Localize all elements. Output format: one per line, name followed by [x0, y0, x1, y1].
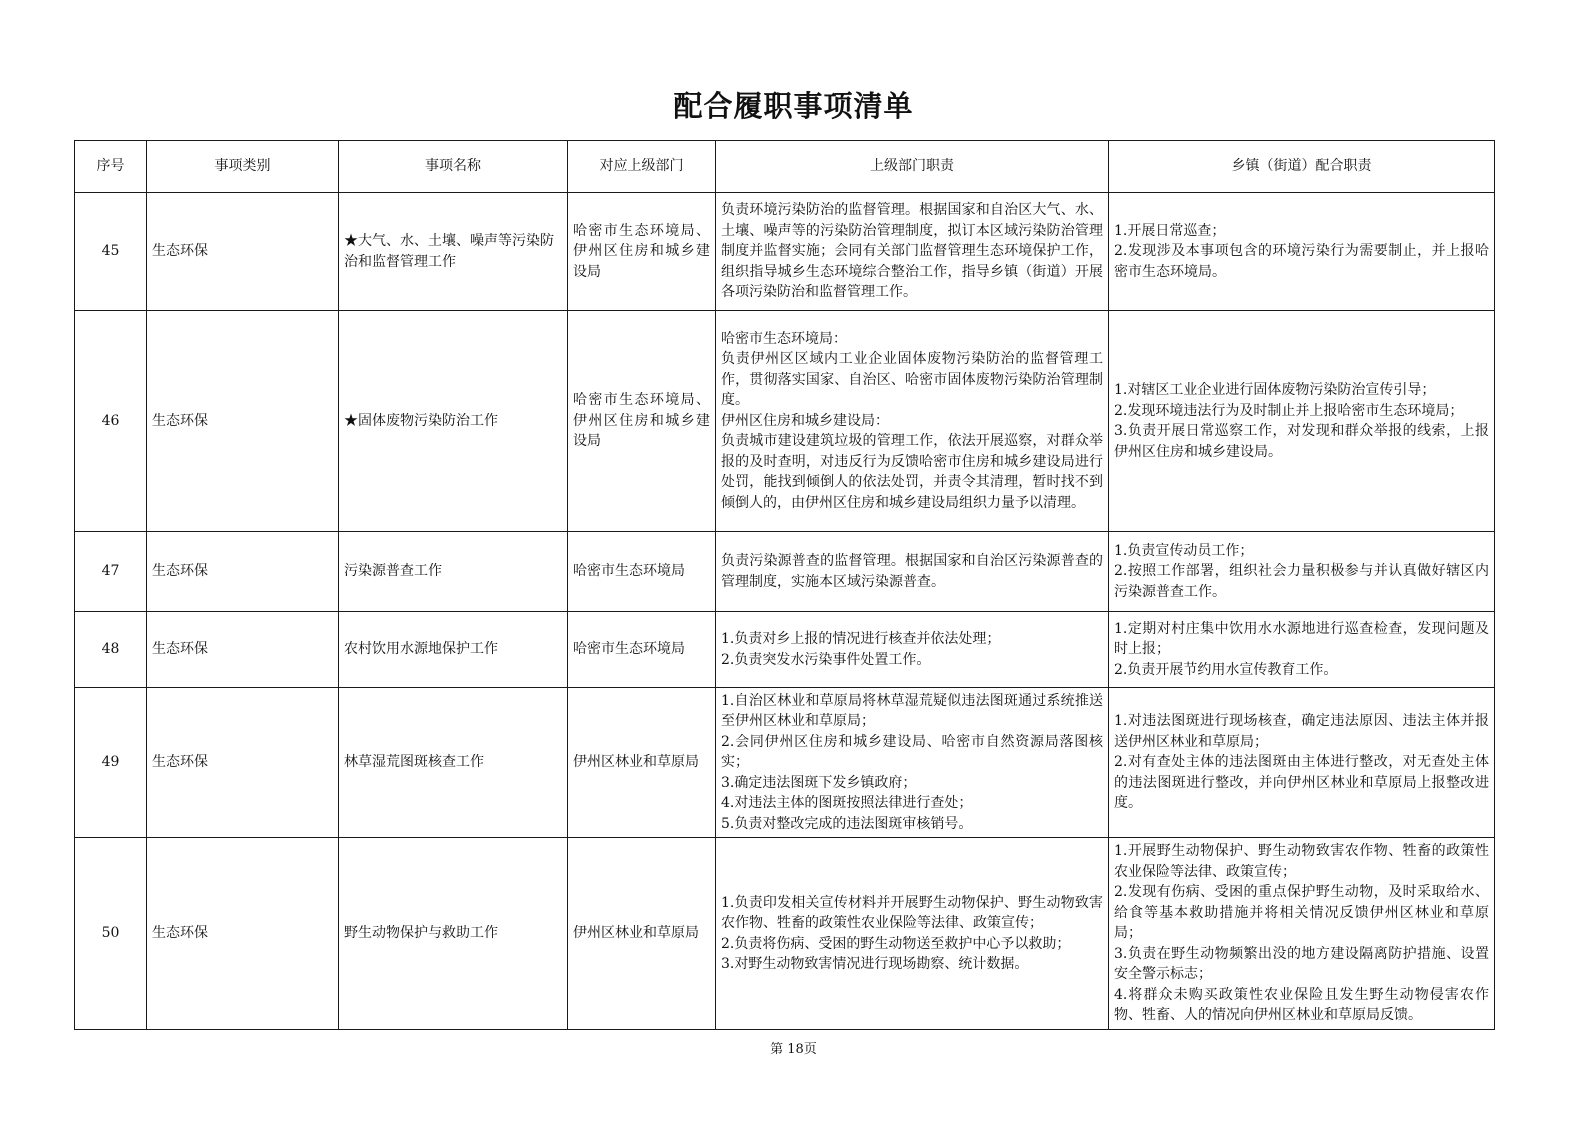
page-title: 配合履职事项清单 [673, 89, 914, 123]
header-dept: 对应上级部门 [568, 141, 716, 193]
cell-dept: 哈密市生态环境局 [568, 612, 716, 688]
cell-town-duty: 1.开展日常巡查； 2.发现涉及本事项包含的环境污染行为需要制止，并上报哈密市生态环境局。 [1109, 193, 1495, 311]
table-row [75, 688, 1495, 838]
cell-category: 生态环保 [147, 193, 339, 311]
cell-dept-duty: 1.自治区林业和草原局将林草湿荒疑似违法图斑通过系统推送至伊州区林业和草原局； 2.会同伊州区住房和城乡建设局、哈密市自然资源局落图核实； 3.确定违法图斑下发乡镇政府； 4.对违法主体的图斑按照法律进行查处； 5.负责对整改完成的违法图斑审核销号。 [716, 688, 1109, 838]
cell-dept: 哈密市生态环境局 [568, 532, 716, 612]
header-seq: 序号 [75, 141, 147, 193]
duty-table [74, 140, 1495, 1030]
cell-dept: 哈密市生态环境局、伊州区住房和城乡建设局 [568, 193, 716, 311]
cell-seq: 46 [75, 311, 147, 532]
cell-dept-duty: 哈密市生态环境局： 负责伊州区区域内工业企业固体废物污染防治的监督管理工作，贯彻落实国家、自治区、哈密市固体废物污染防治管理制度。 伊州区住房和城乡建设局： 负责城市建设建筑垃圾的管理工作，依法开展巡察，对群众举报的及时查明，对违反行为反馈哈密市住房和城乡建设局进行处罚，能找到倾倒人的依法处罚，并责令其清理，暂时找不到倾倒人的，由伊州区住房和城乡建设局组织力量予以清理。 [716, 311, 1109, 532]
cell-seq: 50 [75, 838, 147, 1030]
cell-seq: 49 [75, 688, 147, 838]
cell-seq: 45 [75, 193, 147, 311]
cell-category: 生态环保 [147, 612, 339, 688]
cell-dept-duty: 1.负责印发相关宣传材料并开展野生动物保护、野生动物致害农作物、牲畜的政策性农业保险等法律、政策宣传； 2.负责将伤病、受困的野生动物送至救护中心予以救助； 3.对野生动物致害情况进行现场勘察、统计数据。 [716, 838, 1109, 1030]
cell-dept-duty: 1.负责对乡上报的情况进行核查并依法处理； 2.负责突发水污染事件处置工作。 [716, 612, 1109, 688]
cell-category: 生态环保 [147, 311, 339, 532]
cell-dept: 哈密市生态环境局、伊州区住房和城乡建设局 [568, 311, 716, 532]
table-row [75, 193, 1495, 311]
header-town-duty: 乡镇（街道）配合职责 [1109, 141, 1495, 193]
table-row [75, 612, 1495, 688]
cell-dept-duty: 负责环境污染防治的监督管理。根据国家和自治区大气、水、土壤、噪声等的污染防治管理制度，拟订本区域污染防治管理制度并监督实施；会同有关部门监督管理生态环境保护工作，组织指导城乡生态环境综合整治工作，指导乡镇（街道）开展各项污染防治和监督管理工作。 [716, 193, 1109, 311]
cell-town-duty: 1.对辖区工业企业进行固体废物污染防治宣传引导； 2.发现环境违法行为及时制止并上报哈密市生态环境局； 3.负责开展日常巡察工作，对发现和群众举报的线索，上报伊州区住房和城乡建设局。 [1109, 311, 1495, 532]
cell-dept-duty: 负责污染源普查的监督管理。根据国家和自治区污染源普查的管理制度，实施本区域污染源普查。 [716, 532, 1109, 612]
cell-name: 污染源普查工作 [339, 532, 568, 612]
header-category: 事项类别 [147, 141, 339, 193]
cell-category: 生态环保 [147, 532, 339, 612]
cell-name: ★大气、水、土壤、噪声等污染防治和监督管理工作 [339, 193, 568, 311]
cell-seq: 47 [75, 532, 147, 612]
header-dept-duty: 上级部门职责 [716, 141, 1109, 193]
cell-dept: 伊州区林业和草原局 [568, 838, 716, 1030]
cell-name: 农村饮用水源地保护工作 [339, 612, 568, 688]
table-row [75, 532, 1495, 612]
cell-dept: 伊州区林业和草原局 [568, 688, 716, 838]
cell-name: 野生动物保护与救助工作 [339, 838, 568, 1030]
page-number: 第 18页 [770, 1042, 817, 1057]
cell-name: 林草湿荒图斑核查工作 [339, 688, 568, 838]
cell-seq: 48 [75, 612, 147, 688]
cell-town-duty: 1.开展野生动物保护、野生动物致害农作物、牲畜的政策性农业保险等法律、政策宣传； 2.发现有伤病、受困的重点保护野生动物，及时采取给水、给食等基本救助措施并将相关情况反馈伊州区林业和草原局； 3.负责在野生动物频繁出没的地方建设隔离防护措施、设置安全警示标志； 4.将群众未购买政策性农业保险且发生野生动物侵害农作物、牲畜、人的情况向伊州区林业和草原局反馈。 [1109, 838, 1495, 1030]
cell-town-duty: 1.负责宣传动员工作； 2.按照工作部署，组织社会力量积极参与并认真做好辖区内污染源普查工作。 [1109, 532, 1495, 612]
table-row [75, 311, 1495, 532]
cell-name: ★固体废物污染防治工作 [339, 311, 568, 532]
cell-town-duty: 1.定期对村庄集中饮用水水源地进行巡查检查，发现问题及时上报； 2.负责开展节约用水宣传教育工作。 [1109, 612, 1495, 688]
cell-category: 生态环保 [147, 688, 339, 838]
table-header-row [75, 141, 1495, 193]
table-row [75, 838, 1495, 1030]
cell-category: 生态环保 [147, 838, 339, 1030]
header-name: 事项名称 [339, 141, 568, 193]
cell-town-duty: 1.对违法图斑进行现场核查，确定违法原因、违法主体并报送伊州区林业和草原局； 2.对有查处主体的违法图斑由主体进行整改，对无查处主体的违法图斑进行整改，并向伊州区林业和草原局上报整改进度。 [1109, 688, 1495, 838]
